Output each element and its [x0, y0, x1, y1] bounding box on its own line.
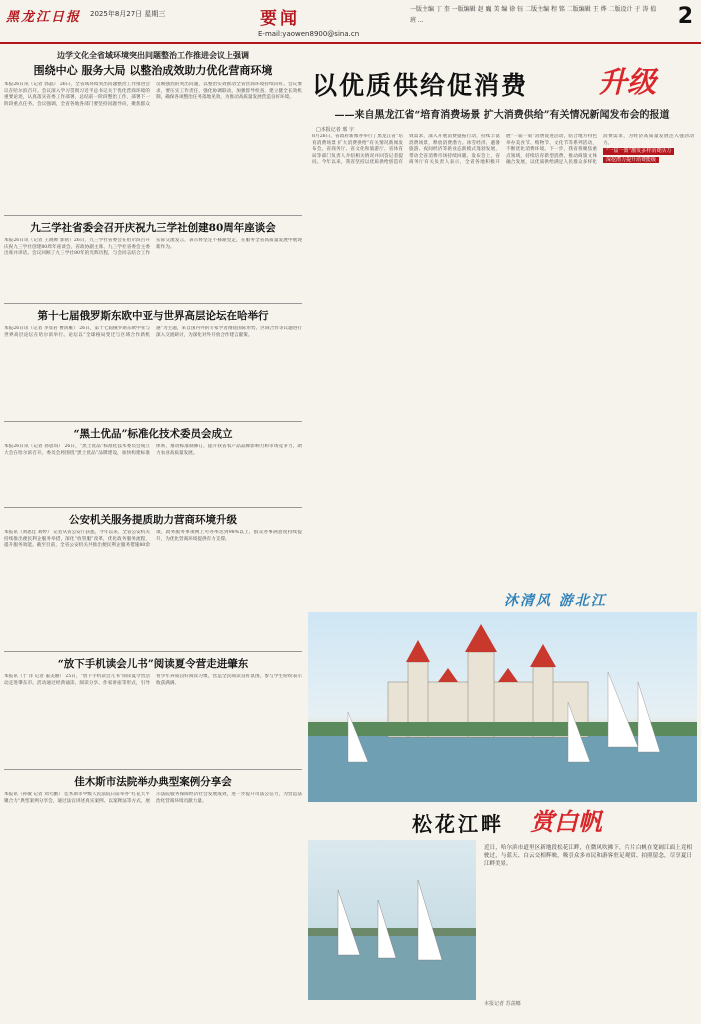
- photo-credit: 本报记者 苏菡娜: [484, 1001, 521, 1007]
- divider: [4, 651, 302, 652]
- divider: [4, 215, 302, 216]
- lead-title-highlight: 升级: [598, 65, 657, 99]
- photo-headline-highlight: 赏白帆: [530, 807, 602, 836]
- lead-byline: □本报记者 邢 宇: [316, 127, 354, 133]
- songhua-river-photo: [308, 612, 697, 802]
- left-news-column: [4, 50, 302, 904]
- sailing-photo: [308, 840, 476, 1000]
- divider: [4, 507, 302, 508]
- divider: [4, 769, 302, 770]
- article-1-kicker: 边学文化全省域环境突出问题整治工作推进会议上强调: [57, 50, 249, 60]
- article-4-title: “黑土优品”标准化技术委员会成立: [73, 428, 233, 440]
- lead-subhead-2: 深挖潜力提升消费能级: [603, 157, 659, 164]
- photo-caption: 近日，哈尔滨市道里区新地段松花江畔，在微风吹拂下，片片白帆在宽阔江面上竞相驶过，与蓝天、白云交相辉映，吸引众多市民和游客驻足观赏、拍照留念，尽享夏日江畔美景。: [484, 845, 692, 867]
- article-1-title: 围绕中心 服务大局 以整治成效助力优化营商环境: [33, 64, 273, 77]
- article-2-title: 九三学社省委会召开庆祝九三学社创建80周年座谈会: [30, 222, 276, 234]
- article-3-body: 本报26日讯（记者 李显岩 曹鸿雁） 26日，第十七届俄罗斯东欧中亚与世界高层论坛在哈尔滨举行。论坛以“全球格局变迁与区域合作新机遇”为主题，来自国内外的专家学者围绕国际形势、区域合作等议题进行深入交流研讨，为深化对外开放合作建言献策。: [4, 326, 302, 338]
- article-5-title: 公安机关服务提质助力营商环境升级: [69, 514, 237, 526]
- photo-headline-main: 松花江畔: [412, 812, 504, 836]
- divider: [4, 303, 302, 304]
- page-number: 2: [677, 4, 693, 29]
- article-6-title: “放下手机读会儿书”阅读夏令营走进肇东: [57, 658, 249, 670]
- divider: [4, 421, 302, 422]
- paper-name: 黑龙江日报: [6, 10, 82, 25]
- article-4-body: 本报26日讯（记者 孙思琪） 26日，“黑土优品”标准化技术委员会成立大会在哈尔滨召开。委员会将围绕“黑土优品”品牌建设，加快构建标准体系，推动标准制修订，提升我省农产品品牌影响力和市场竞争力，助力农业高质量发展。: [4, 444, 302, 456]
- masthead: [0, 0, 701, 44]
- feature-banner-text: 沐清风 游北江: [504, 593, 607, 609]
- article-3-title: 第十七届俄罗斯东欧中亚与世界高层论坛在哈举行: [37, 310, 269, 322]
- article-6-body: 本报讯（于 洋 记者 董美丽） 25日，“放下手机读会儿书”阅读夏令营活动走进肇东市。活动通过经典诵读、阅读分享、作家讲座等形式，引导青少年养成良好阅读习惯，营造全民阅读良好氛围，参与学生纷纷表示收获满满。: [4, 674, 302, 686]
- issue-date: 2025年8月27日 星期三: [90, 10, 166, 18]
- article-7-body: 本报讯（孙敏 记者 刘大鹏） 佳木斯市中级人民法院日前举办“红花天平聚合力”典型案例分享会，通过法官讲述真实案例、以案释法等方式，展示法院服务保障经济社会发展成效，进一步提升司法公信力，为营造法治化营商环境贡献力量。: [4, 792, 302, 804]
- sailboats-illustration: [308, 840, 476, 1000]
- article-2-body: 本报26日讯（记者 王晓帅 郭铭）26日，九三学社省委会在哈尔滨召开庆祝九三学社创建80周年座谈会。省政协副主席、九三学社省委会主委出席并讲话。会议回顾了九三学社80年的光辉历程，与会同志结合工作实际交流发言，表示将坚定不移跟党走，在服务全省高质量发展中展现新作为。: [4, 238, 302, 257]
- article-1-body: 本报26日讯（记者 郭晶） 26日，全省域环境突出问题整治工作推进会议在哈尔滨召开。会议深入学习贯彻习近平总书记关于优化营商环境的重要论述，认真落实省委工作部署，总结前一阶段整治工作，部署下一阶段重点任务。会议强调，全省各地各部门要坚持问题导向，聚焦群众反映强烈的突出问题，以整治实效推动全省营商环境持续向好。会议要求，要压实工作责任，强化协调联动，加强督导检查，建立健全长效机制，确保各项整治任务落地见效，为推动高质量发展营造良好环境。: [4, 82, 302, 107]
- lead-subhead-1: “一届一策”激发多样消费活力: [603, 148, 674, 155]
- feature-banner: [504, 590, 694, 612]
- article-7-title: 佳木斯市法院举办典型案例分享会: [74, 776, 232, 788]
- lead-title-main: 以优质供给促消费: [312, 71, 529, 100]
- section-email: E-mail:yaowen8900@sina.cn: [258, 30, 360, 38]
- editors-line: 一版主编 丁 奎 一版编辑 赵 巍 美 编 徐 钰 二版主编 程 铭 二版编辑 王 烨 二版设计 于 涛 值 班 ...: [410, 6, 657, 24]
- lead-body: [312, 134, 694, 589]
- photo-feature: [308, 590, 697, 1020]
- article-5-body: 本报讯（刘思佳 刘婷） 记者从省公安厅获悉，今年以来，全省公安机关持续推出便民利企服务举措，深化“放管服”改革，优化政务服务流程，提升服务效能。截至目前，全省公安机关共推出便民利企服务措施80余项，政务服务事项网上可办率达到98%以上，群众办事满意度持续提升，为优化营商环境提供有力支撑。: [4, 530, 302, 549]
- section-title: 要闻: [260, 9, 300, 29]
- castle-and-sailboats-illustration: [308, 612, 697, 802]
- lead-body-text: 8月26日，省政府新闻办举行了黑龙江省“培育消费场景 扩大消费供给”有关情况新闻发布会。省商务厅、省文化和旅游厅、省体育局等部门负责人介绍相关情况并回答记者提问。今年以来，我省坚持以优质供给创造有效需求，深入开展消费提振行动，持续丰富消费场景，释放消费潜力。冰雪经济、避暑旅游、夜间经济等新业态新模式蓬勃发展，带动全省消费市场持续回暖。发布会上，省商务厅有关负责人表示，全省各地积极开展“一届一策”消费促进活动，结合地方特色举办美食节、购物节、文化节等系列活动，不断优化消费环境。下一步，我省将聚焦重点领域，持续培育新型消费，推动商旅文体融合发展，以优质供给满足人民群众多样化消费需求，为经济高质量发展注入强劲动力。: [312, 134, 694, 166]
- lead-subtitle: ——来自黑龙江省“培育消费场景 扩大消费供给”有关情况新闻发布会的报道: [334, 110, 670, 121]
- lead-title: [308, 60, 697, 106]
